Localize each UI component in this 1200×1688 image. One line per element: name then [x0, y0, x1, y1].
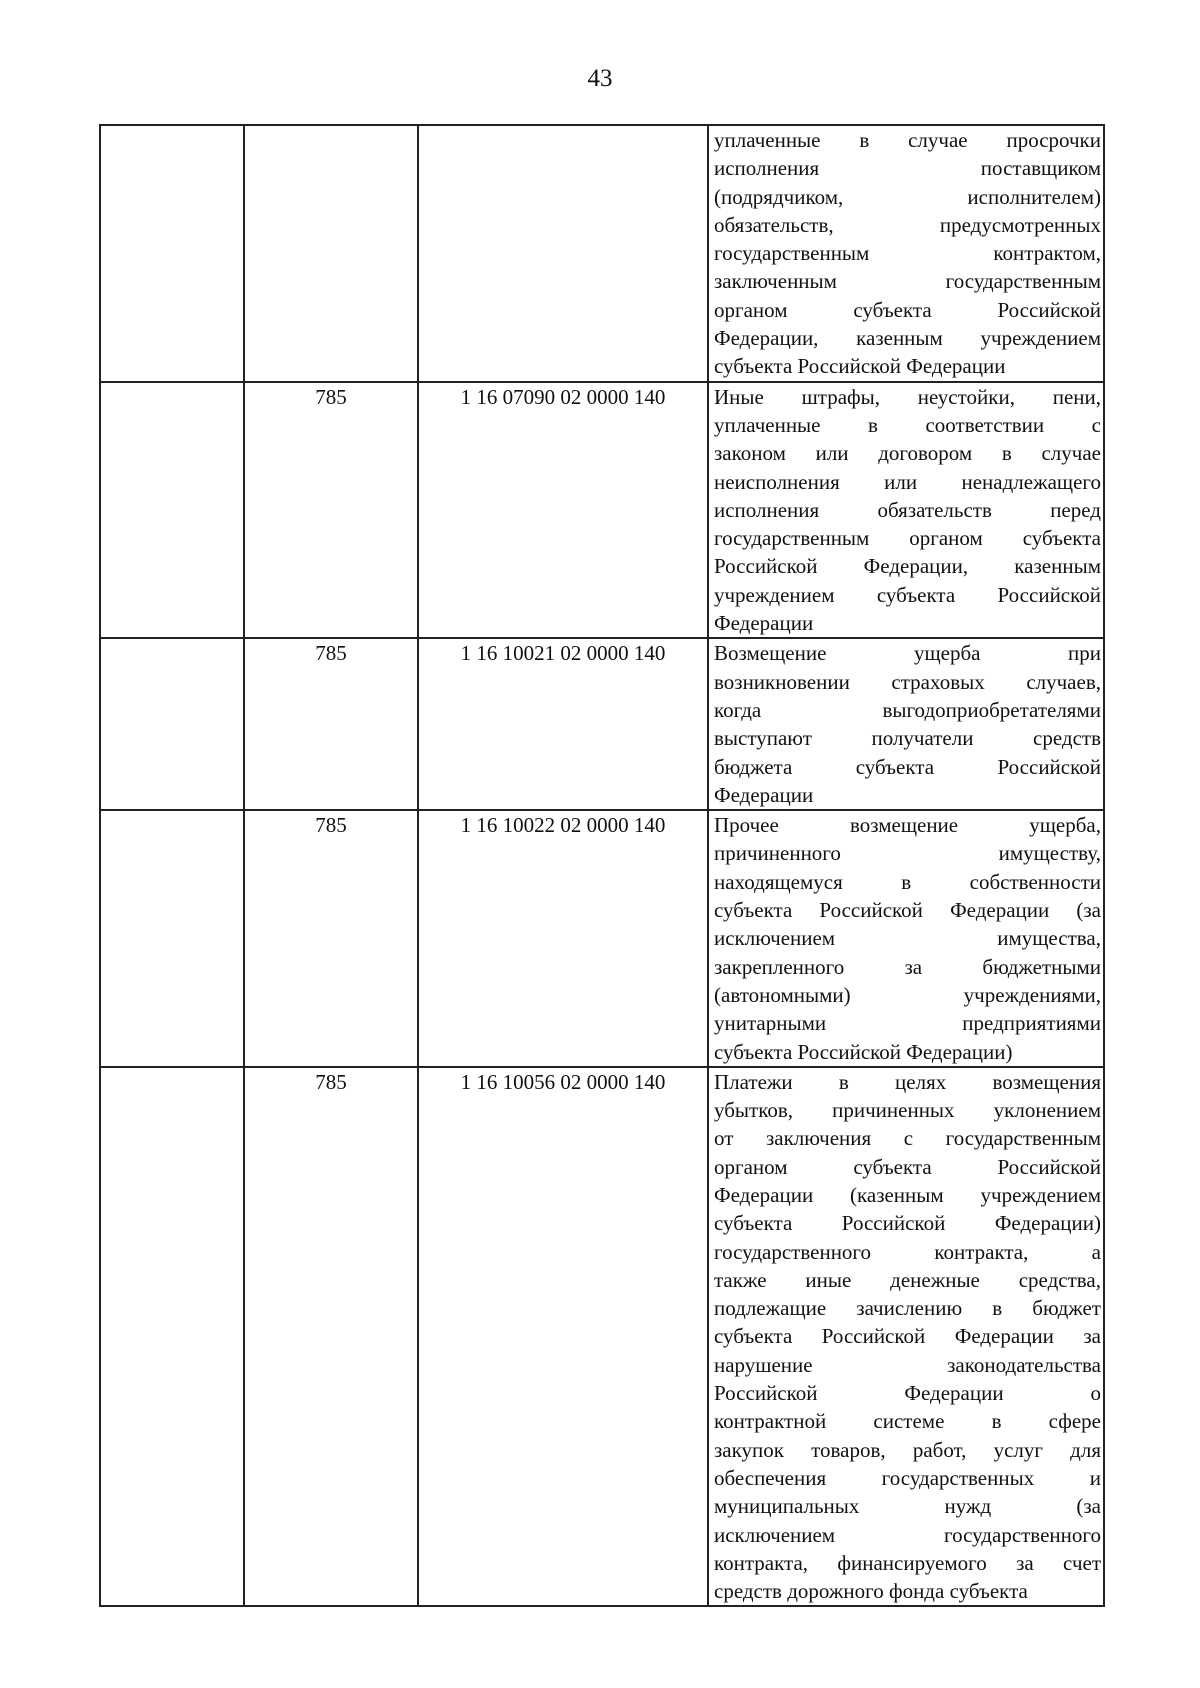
table-body [100, 125, 1104, 1606]
table-row [100, 382, 1104, 639]
description-line: нарушение законодательства [714, 1352, 1101, 1377]
table-row [100, 638, 1104, 810]
description-line: уплаченные в соответствии с [714, 412, 1101, 437]
description-line: субъекта Российской Федерации) [714, 1039, 1013, 1064]
number-cell [100, 810, 244, 1067]
description-line: контрактной системе в сфере [714, 1409, 1101, 1434]
description-line: Федерации [714, 782, 814, 807]
description-cell [708, 1067, 1104, 1607]
number-cell [100, 1067, 244, 1607]
description-cell [708, 125, 1104, 382]
description-line: исполнения поставщиком [714, 156, 1101, 181]
description-line: унитарными предприятиями [714, 1011, 1101, 1036]
description-line: обеспечения государственных и [714, 1465, 1101, 1490]
description-line: возникновении страховых случаев, [714, 669, 1101, 694]
description-line: когда выгодоприобретателями [714, 697, 1101, 722]
description-line: государственного контракта, а [714, 1239, 1101, 1264]
admin-code-cell: 785 [244, 810, 418, 1067]
description-cell [708, 638, 1104, 810]
budget-code-cell: 1 16 10056 02 0000 140 [418, 1067, 708, 1607]
description-line: Иные штрафы, неустойки, пени, [714, 384, 1101, 409]
description-line: исключением имущества, [714, 926, 1101, 951]
description-line: уплаченные в случае просрочки [714, 128, 1101, 152]
description-line: средств дорожного фонда субъекта [714, 1579, 1028, 1604]
description-line: закрепленного за бюджетными [714, 954, 1101, 979]
number-cell [100, 638, 244, 810]
description-line: исключением государственного [714, 1522, 1101, 1547]
description-line: закупок товаров, работ, услуг для [714, 1437, 1101, 1462]
admin-code-cell: 785 [244, 382, 418, 639]
description-line: субъекта Российской Федерации) [714, 1211, 1101, 1236]
description-line: органом субъекта Российской [714, 1154, 1101, 1179]
description-line: субъекта Российской Федерации (за [714, 898, 1101, 923]
description-line: Возмещение ущерба при [714, 641, 1101, 666]
description-line: государственным органом субъекта [714, 526, 1101, 551]
budget-codes-table [99, 124, 1105, 1607]
description-line: также иные денежные средства, [714, 1267, 1101, 1292]
description-line: бюджета субъекта Российской [714, 754, 1101, 779]
description-line: муниципальных нужд (за [714, 1494, 1101, 1519]
budget-code-cell [418, 125, 708, 382]
description-line: субъекта Российской Федерации за [714, 1324, 1101, 1349]
description-line: органом субъекта Российской [714, 297, 1101, 322]
description-line: неисполнения или ненадлежащего [714, 469, 1101, 494]
description-line: контракта, финансируемого за счет [714, 1550, 1101, 1575]
description-line: причиненного имуществу, [714, 841, 1101, 866]
table-row [100, 1067, 1104, 1607]
description-line: Федерации [714, 611, 814, 636]
admin-code-cell: 785 [244, 638, 418, 810]
description-line: заключенным государственным [714, 269, 1101, 294]
description-line: законом или договором в случае [714, 441, 1101, 466]
number-cell [100, 382, 244, 639]
description-line: Федерации (казенным учреждением [714, 1182, 1101, 1207]
description-line: Платежи в целях возмещения [714, 1069, 1101, 1094]
description-line: Прочее возмещение ущерба, [714, 813, 1101, 838]
description-line: Российской Федерации о [714, 1381, 1101, 1406]
description-line: убытков, причиненных уклонением [714, 1098, 1101, 1123]
description-cell [708, 810, 1104, 1067]
page-number: 43 [587, 65, 613, 92]
table-row [100, 810, 1104, 1067]
description-line: (автономными) учреждениями, [714, 982, 1101, 1007]
description-cell [708, 382, 1104, 639]
description-line: выступают получатели средств [714, 726, 1101, 751]
budget-code-cell: 1 16 07090 02 0000 140 [418, 382, 708, 639]
description-line: исполнения обязательств перед [714, 497, 1101, 522]
description-line: находящемуся в собственности [714, 869, 1101, 894]
description-line: подлежащие зачислению в бюджет [714, 1296, 1101, 1321]
description-line: государственным контрактом, [714, 241, 1101, 266]
budget-code-cell: 1 16 10022 02 0000 140 [418, 810, 708, 1067]
description-line: Российской Федерации, казенным [714, 554, 1101, 579]
description-line: (подрядчиком, исполнителем) [714, 184, 1101, 209]
description-line: от заключения с государственным [714, 1126, 1101, 1151]
description-line: учреждением субъекта Российской [714, 582, 1101, 607]
description-line: Федерации, казенным учреждением [714, 326, 1101, 351]
description-line: обязательств, предусмотренных [714, 212, 1101, 237]
admin-code-cell: 785 [244, 1067, 418, 1607]
budget-code-cell: 1 16 10021 02 0000 140 [418, 638, 708, 810]
admin-code-cell [244, 125, 418, 382]
description-line: субъекта Российской Федерации [714, 354, 1006, 379]
table-row [100, 125, 1104, 382]
number-cell [100, 125, 244, 382]
